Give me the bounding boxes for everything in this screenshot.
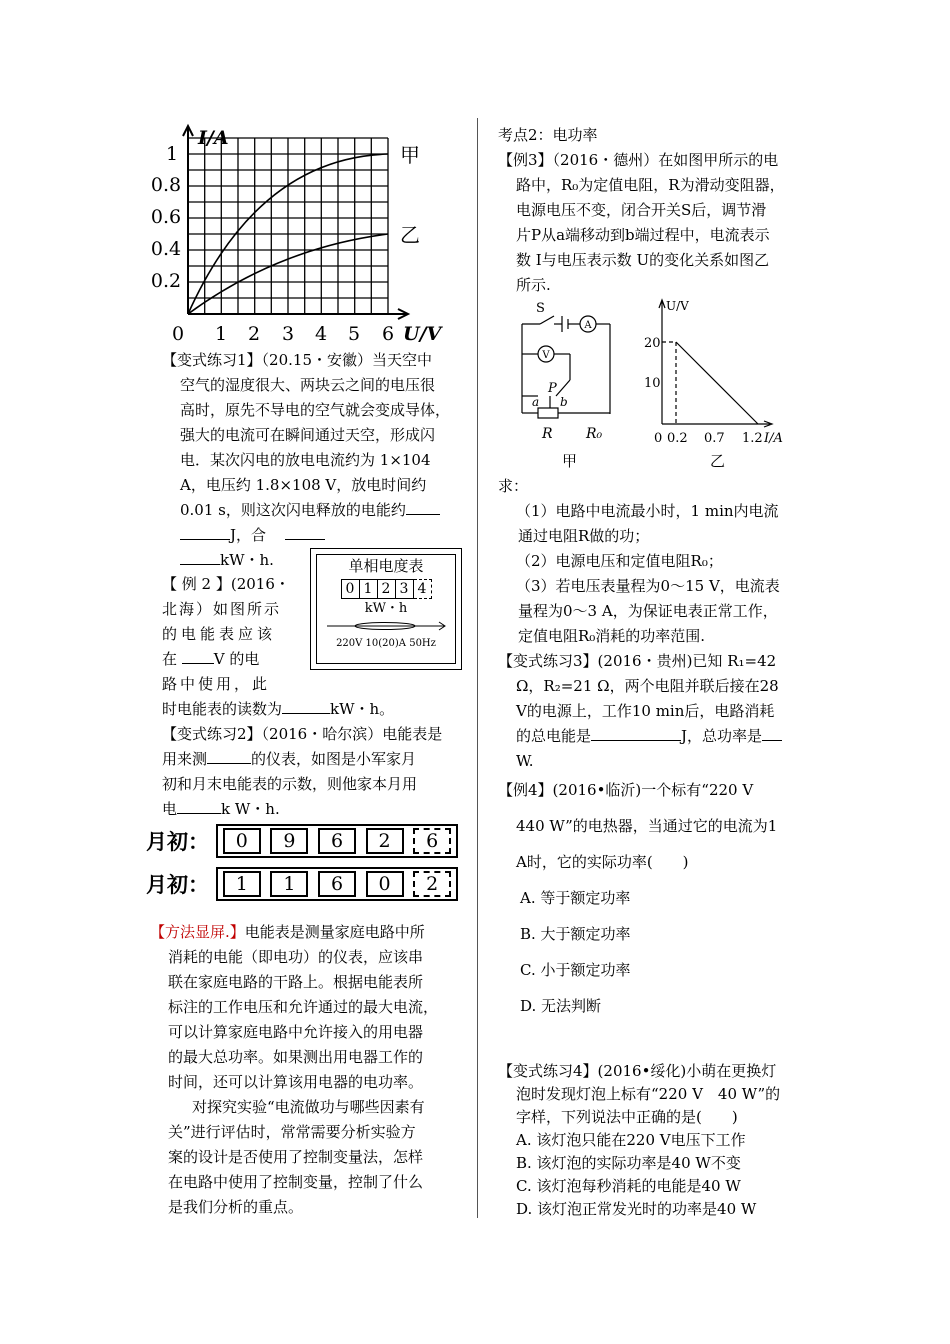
answer-blank[interactable] — [180, 548, 220, 565]
answer-blank[interactable] — [406, 498, 440, 515]
x-tick: 2 — [247, 323, 261, 345]
circuit-caption: 甲 — [562, 452, 578, 470]
text-line: 电能表是测量家庭电路中所 — [244, 923, 425, 941]
text-line: 在电路中使用了控制变量，控制了什么 — [168, 1173, 424, 1191]
meter-row — [146, 867, 466, 899]
y-axis-label: I/A — [198, 127, 229, 149]
eg2-title: 【 例 2 】 — [162, 575, 231, 593]
ex2-title: 【变式练习2】 — [162, 725, 262, 743]
meter-row-digit: 9 — [270, 828, 308, 854]
ammeter-label: A — [584, 320, 592, 331]
meter-row-digit: 2 — [366, 828, 404, 854]
meter-row-digit: 0 — [223, 828, 261, 854]
circuit-diagram — [510, 296, 640, 476]
option: A. 该灯泡只能在220 V电压下工作 — [516, 1131, 746, 1149]
ask-label: 求： — [498, 477, 529, 495]
eg4-title: 【例4】 — [498, 781, 553, 799]
text-line: 的最大总功率。如果测出用电器工作的 — [168, 1048, 424, 1066]
meter-row-label: 月初： — [146, 829, 209, 854]
meter-row-digit: 1 — [223, 871, 261, 897]
meter-row-digit: 0 — [366, 871, 404, 897]
text-line: J，总功率是 — [681, 727, 763, 745]
y-axis-label: U/V — [666, 299, 689, 313]
voltmeter-label: V — [542, 350, 550, 361]
answer-blank[interactable] — [207, 747, 251, 764]
text-line: 0.01 s，则这次闪电释放的电能约 — [180, 501, 406, 519]
text-line: (2016•绥化)小萌在更换灯 — [597, 1062, 777, 1080]
text-line: 数 I与电压表示数 U的变化关系如图乙 — [516, 251, 770, 269]
option: B. 该灯泡的实际功率是40 W不变 — [516, 1154, 741, 1172]
meter-row-digit-decimal: 6 — [413, 828, 451, 854]
variant-exercise-4 — [498, 1060, 828, 1221]
y-tick: 10 — [644, 376, 661, 391]
meter-row-digit: 6 — [318, 828, 356, 854]
meter-spec: 220V 10(20)A 50Hz — [336, 638, 436, 649]
option: C. 小于额定功率 — [520, 961, 631, 979]
text-line: 的总电能是 — [516, 727, 592, 745]
meter-digit: 2 — [378, 579, 396, 599]
text-line: 关”进行评估时，常常需要分析实验方 — [168, 1123, 416, 1141]
example-3-questions — [498, 474, 818, 774]
text-line: 对探究实验“电流做功与哪些因素有 — [192, 1098, 425, 1116]
text-line: 空气的湿度很大、两块云之间的电压很 — [180, 376, 436, 394]
y-tick: 0.8 — [150, 174, 182, 196]
meter-digit-decimal: 4 — [414, 579, 432, 599]
y-tick: 0.2 — [150, 270, 182, 292]
option: D. 无法判断 — [520, 997, 602, 1015]
meter-disc — [317, 619, 455, 633]
text-line: 是我们分析的重点。 — [168, 1198, 304, 1216]
example-3 — [498, 123, 818, 298]
eg2-unit: kW・h。 — [330, 700, 395, 718]
answer-blank[interactable] — [180, 523, 230, 540]
resistor-r0-label: R₀ — [586, 426, 603, 442]
meter-digit: 3 — [396, 579, 414, 599]
section-title: 考点2：电功率 — [498, 126, 598, 144]
x-axis-label: I/A — [764, 431, 783, 446]
meter-row-label: 月初： — [146, 872, 209, 897]
text-line: （2）电源电压和定值电阻R₀； — [516, 552, 723, 570]
end-b-label: b — [560, 395, 568, 409]
text-line: 片P从a端移动到b端过程中，电流表示 — [516, 226, 770, 244]
end-a-label: a — [532, 395, 540, 409]
text-line: （2016・德州）在如图甲所示的电 — [552, 151, 779, 169]
option: D. 该灯泡正常发光时的功率是40 W — [516, 1200, 757, 1218]
ui-graph — [640, 296, 790, 476]
y-tick: 20 — [644, 336, 661, 351]
variant-exercise-2 — [162, 722, 462, 822]
text-line: 用来测 — [162, 750, 208, 768]
text-line: 泡时发现灯泡上标有“220 V 40 W”的 — [516, 1085, 781, 1103]
option: B. 大于额定功率 — [520, 925, 631, 943]
meter-row-digit: 1 — [270, 871, 308, 897]
switch-label: S — [536, 301, 545, 316]
text-line: 时间，还可以计算该用电器的电功率。 — [168, 1073, 424, 1091]
x-tick: 1.2 — [742, 431, 763, 446]
x-tick: 0.7 — [704, 431, 725, 446]
x-tick: 6 — [381, 323, 395, 345]
ex3-title: 【变式练习3】 — [498, 652, 598, 670]
ex1-source: （20.15・安徽）当天空中 — [261, 351, 432, 369]
text-line: 初和月末电能表的示数，则他家本月用 — [162, 775, 418, 793]
y-tick: 0.4 — [150, 238, 182, 260]
ex2-source: （2016・哈尔滨）电能表是 — [261, 725, 443, 743]
x-tick: 1 — [214, 323, 228, 345]
column-divider — [477, 118, 478, 1218]
answer-blank[interactable] — [285, 523, 325, 540]
text-line: 所示. — [516, 276, 551, 294]
text-line: A时，它的实际功率( ) — [516, 853, 689, 871]
text-line: 强大的电流可在瞬间通过天空，形成闪 — [180, 426, 436, 444]
iu-graph — [148, 118, 468, 348]
text-line: 联在家庭电路的干路上。根据电能表所 — [168, 973, 424, 991]
resistor-r-label: R — [542, 426, 553, 442]
x-tick: 3 — [281, 323, 295, 345]
text-line: 时电能表的读数为 — [162, 700, 283, 718]
curve-label-yi: 乙 — [400, 223, 420, 247]
option: C. 该灯泡每秒消耗的电能是40 W — [516, 1177, 741, 1195]
text-line: 案的设计是否使用了控制变量法，怎样 — [168, 1148, 424, 1166]
text-line: 电．某次闪电的放电电流约为 1×104 — [180, 451, 431, 469]
x-tick: 0 — [654, 431, 663, 446]
text-line: V的电源上，工作10 min后，电路消耗 — [516, 702, 775, 720]
text-line: 路中，R₀为定值电阻，R为滑动变阻器， — [516, 176, 785, 194]
x-tick: 0.2 — [667, 431, 688, 446]
y-tick: 0.6 — [150, 206, 182, 228]
text-line: 字样，下列说法中正确的是( ) — [516, 1108, 738, 1126]
text-line: （1）电路中电流最小时，1 min内电流 — [516, 502, 779, 520]
text-line: 的电能表应该 — [162, 625, 277, 643]
meter-row — [146, 824, 466, 856]
text-line: V 的电 — [213, 650, 260, 668]
meter-row-digit-decimal: 2 — [413, 871, 451, 897]
answer-blank[interactable] — [177, 797, 221, 814]
text-line: 路中使用，此 — [162, 675, 271, 693]
text-line: 440 W”的电热器，当通过它的电流为1 — [516, 817, 778, 835]
ex1-title: 【变式练习1】 — [162, 351, 262, 369]
answer-blank[interactable] — [282, 697, 330, 714]
y-tick: 1 — [165, 143, 179, 165]
ex1-unit-kwh: kW・h. — [220, 551, 274, 569]
electricity-meter — [310, 548, 462, 670]
eg3-title: 【例3】 — [498, 151, 553, 169]
meter-digit: 0 — [341, 579, 360, 599]
text-line: （3）若电压表量程为0～15 V，电流表 — [516, 577, 780, 595]
method-section — [150, 920, 465, 1220]
graph-caption: 乙 — [710, 452, 726, 470]
meter-row-digit: 6 — [318, 871, 356, 897]
text-line: W. — [516, 752, 534, 770]
text-line: (2016・贵州)已知 R₁=42 — [597, 652, 777, 670]
text-line: 高时，原先不导电的空气就会变成导体， — [180, 401, 451, 419]
text-line: 标注的工作电压和允许通过的最大电流， — [168, 998, 439, 1016]
x-tick: 0 — [171, 323, 185, 345]
example-2 — [162, 572, 310, 697]
text-line: 可以计算家庭电路中允许接入的用电器 — [168, 1023, 424, 1041]
meter-title: 单相电度表 — [348, 557, 424, 575]
slider-label: P — [548, 381, 557, 396]
text-line: (2016・ — [230, 575, 290, 593]
text-line: (2016•临沂)一个标有“220 V — [552, 781, 754, 799]
x-tick: 4 — [314, 323, 328, 345]
text-line: 消耗的电能（即电功）的仪表，应该串 — [168, 948, 424, 966]
ex1-unit-j: J，合 — [230, 526, 267, 544]
meter-unit: kW・h — [364, 601, 408, 616]
example-2-end — [162, 697, 462, 722]
text-line: 北海）如图所示 — [162, 600, 282, 618]
text-line: 在 — [162, 650, 178, 668]
example-4 — [498, 772, 818, 1024]
text-line: Ω，R₂=21 Ω，两个电阻并联后接在28 — [516, 677, 779, 695]
text-line: 定值电阻R₀消耗的功率范围. — [518, 627, 706, 645]
answer-blank[interactable] — [182, 647, 214, 664]
curve-label-jia: 甲 — [400, 143, 420, 167]
method-label: 【方法显屏.】 — [150, 923, 245, 941]
ex4-title: 【变式练习4】 — [498, 1062, 598, 1080]
option: A. 等于额定功率 — [520, 889, 631, 907]
text-line: 电 — [162, 800, 178, 818]
answer-blank[interactable] — [762, 724, 782, 741]
answer-blank[interactable] — [591, 724, 681, 741]
text-line: 量程为0～3 A，为保证电表正常工作， — [518, 602, 778, 620]
text-line: 的仪表，如图是小军家月 — [251, 750, 417, 768]
x-tick: 5 — [347, 323, 361, 345]
text-line: k W・h. — [221, 800, 280, 818]
text-line: A，电压约 1.8×108 V，放电时间约 — [180, 476, 427, 494]
x-axis-label: U/V — [403, 323, 442, 345]
text-line: 通过电阻R做的功； — [518, 527, 650, 545]
meter-digit: 1 — [360, 579, 378, 599]
variant-exercise-1 — [162, 348, 462, 573]
text-line: 电源电压不变，闭合开关S后，调节滑 — [516, 201, 767, 219]
